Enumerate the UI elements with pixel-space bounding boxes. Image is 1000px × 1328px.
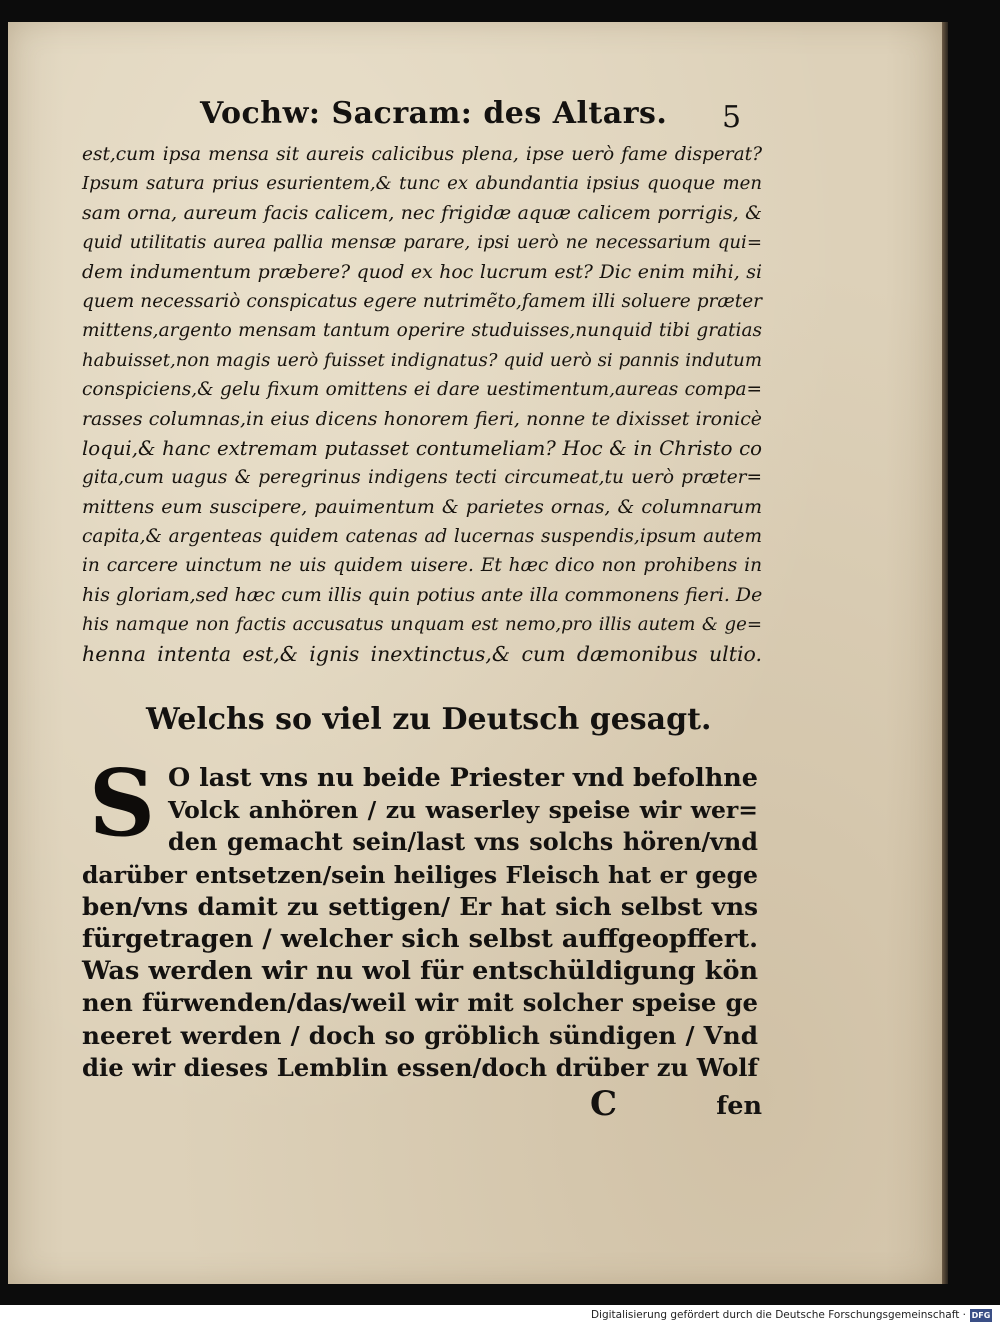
german-line: ben/vns damit zu settigen/ Er hat sich selbst vns bbox=[82, 891, 758, 921]
running-head: Vochw: Sacram: des Altars. bbox=[200, 96, 668, 131]
catchword-row bbox=[582, 1084, 762, 1124]
latin-text-block bbox=[82, 140, 762, 669]
latin-line: his gloriam,sed hæc cum illis quin potius ante illa commonens fieri. De bbox=[82, 583, 763, 606]
latin-line: quid utilitatis aurea pallia mensæ parare, ipsi uerò ne necessarium qui= bbox=[82, 232, 762, 254]
german-line: O last vns nu beide Priester vnd befolhne bbox=[168, 763, 758, 793]
latin-line: henna intenta est,& ignis inextinctus,& cum dæmonibus ultio. bbox=[82, 641, 762, 666]
latin-line: quem necessariò conspicatus egere nutrimẽto,famem illi soluere præter bbox=[82, 290, 762, 312]
dfg-logo: DFG bbox=[971, 1311, 991, 1320]
digitization-credit: Digitalisierung gefördert durch die Deutsche Forschungsgemeinschaft · bbox=[590, 1309, 966, 1321]
latin-line: in carcere uinctum ne uis quidem uisere. Et hæc dico non prohibens in bbox=[82, 555, 762, 577]
latin-line: rasses columnas,in eius dicens honorem fieri, nonne te dixisset ironicè bbox=[82, 407, 762, 430]
latin-line: his namque non factis accusatus unquam est nemo,pro illis autem & ge= bbox=[82, 614, 762, 636]
signature-mark: C bbox=[590, 1084, 618, 1124]
latin-line: loqui,& hanc extremam putasset contumeliam? Hoc & in Christo co bbox=[82, 436, 762, 460]
german-line: darüber entsetzen/sein heiliges Fleisch hat er gege bbox=[82, 860, 758, 889]
german-line: Was werden wir nu wol für entschüldigung kön bbox=[82, 956, 758, 987]
latin-line: capita,& argenteas quidem catenas ad lucernas suspendis,ipsum autem bbox=[82, 526, 762, 548]
latin-line: mittens,argento mensam tantum operire studuisses,nunquid tibi gratias bbox=[82, 320, 762, 342]
latin-line: sam orna, aureum facis calicem, nec frigidæ aquæ calicem porrigis, & bbox=[82, 201, 762, 224]
latin-line: mittens eum suscipere, pauimentum & parietes ornas, & columnarum bbox=[82, 495, 762, 518]
german-line: fürgetragen / welcher sich selbst auffgeopffert. bbox=[82, 923, 758, 954]
page-number: 5 bbox=[722, 100, 742, 135]
german-line: neeret werden / doch so gröblich sündigen / Vnd bbox=[82, 1020, 758, 1050]
german-line: Volck anhören / zu waserley speise wir wer= bbox=[168, 796, 758, 825]
page-edge bbox=[942, 22, 948, 1284]
latin-line: est,cum ipsa mensa sit aureis calicibus plena, ipse uerò fame disperat? bbox=[82, 144, 762, 165]
german-text-block bbox=[82, 749, 758, 1084]
section-heading: Welchs so viel zu Deutsch gesagt. bbox=[146, 702, 712, 737]
latin-line: habuisset,non magis uerò fuisset indignatus? quid uerò si pannis indutum bbox=[82, 349, 762, 371]
latin-line: gita,cum uagus & peregrinus indigens tecti circumeat,tu uerò præter= bbox=[82, 467, 762, 489]
latin-line: Ipsum satura prius esurientem,& tunc ex abundantia ipsius quoque men bbox=[82, 173, 762, 195]
latin-line: dem indumentum præbere? quod ex hoc lucrum est? Dic enim mihi, si bbox=[82, 260, 762, 283]
decorated-initial: S bbox=[88, 749, 156, 857]
catchword: fen bbox=[716, 1091, 762, 1121]
german-line: nen fürwenden/das/weil wir mit solcher speise ge bbox=[82, 988, 758, 1018]
german-line: den gemacht sein/last vns solchs hören/vnd bbox=[168, 828, 758, 857]
german-line: die wir dieses Lemblin essen/doch drüber zu Wolf bbox=[82, 1052, 758, 1082]
latin-line: conspiciens,& gelu fixum omittens ei dare uestimentum,aureas compa= bbox=[82, 379, 762, 401]
